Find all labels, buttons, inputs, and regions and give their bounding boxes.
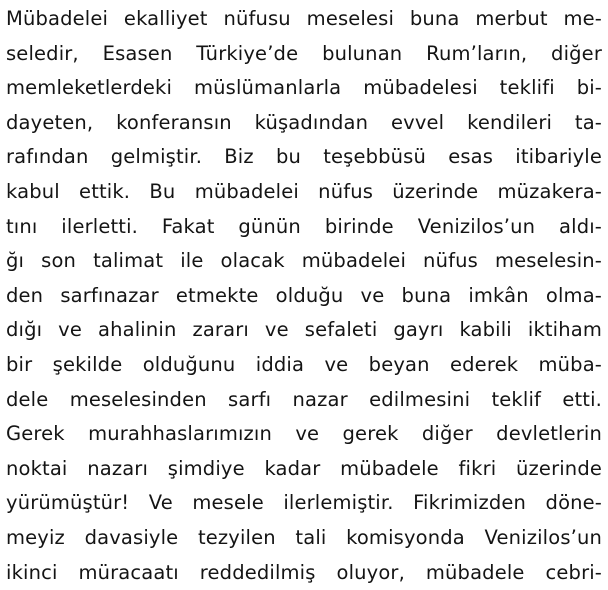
text-line-8: ğı son talimat ile olacak mübadelei nüfus meselesin- (6, 244, 602, 279)
text-line-1: Mübadelei ekalliyet nüfusu meselesi buna merbut me- (6, 2, 602, 37)
text-line-7: tını ilerletti. Fakat günün birinde Venizilos’un aldı- (6, 210, 602, 245)
text-line-4: dayeten, konferansın küşadından evvel kendileri ta- (6, 106, 602, 141)
text-line-6: kabul ettik. Bu mübadelei nüfus üzerinde müzakera- (6, 175, 602, 210)
text-line-15: yürümüştür! Ve mesele ilerlemiştir. Fikrimizden döne- (6, 486, 602, 521)
text-line-5: rafından gelmiştir. Biz bu teşebbüsü esas itibariyle (6, 140, 602, 175)
text-line-13: Gerek murahhaslarımızın ve gerek diğer devletlerin (6, 417, 602, 452)
text-line-14: noktai nazarı şimdiye kadar mübadele fikri üzerinde (6, 452, 602, 487)
text-line-9: den sarfınazar etmekte olduğu ve buna imkân olma- (6, 279, 602, 314)
text-line-10: dığı ve ahalinin zararı ve sefaleti gayrı kabili iktiham (6, 313, 602, 348)
text-line-2: seledir, Esasen Türkiye’de bulunan Rum’ların, diğer (6, 37, 602, 72)
text-line-16: meyiz davasiyle tezyilen tali komisyonda Venizilos’un (6, 521, 602, 556)
text-line-12: dele meselesinden sarfı nazar edilmesini teklif etti. (6, 383, 602, 418)
text-line-17: ikinci müracaatı reddedilmiş oluyor, mübadele cebri- (6, 556, 602, 590)
text-line-11: bir şekilde olduğunu iddia ve beyan ederek müba- (6, 348, 602, 383)
text-line-3: memleketlerdeki müslümanlarla mübadelesi teklifi bi- (6, 71, 602, 106)
body-text (6, 2, 602, 590)
